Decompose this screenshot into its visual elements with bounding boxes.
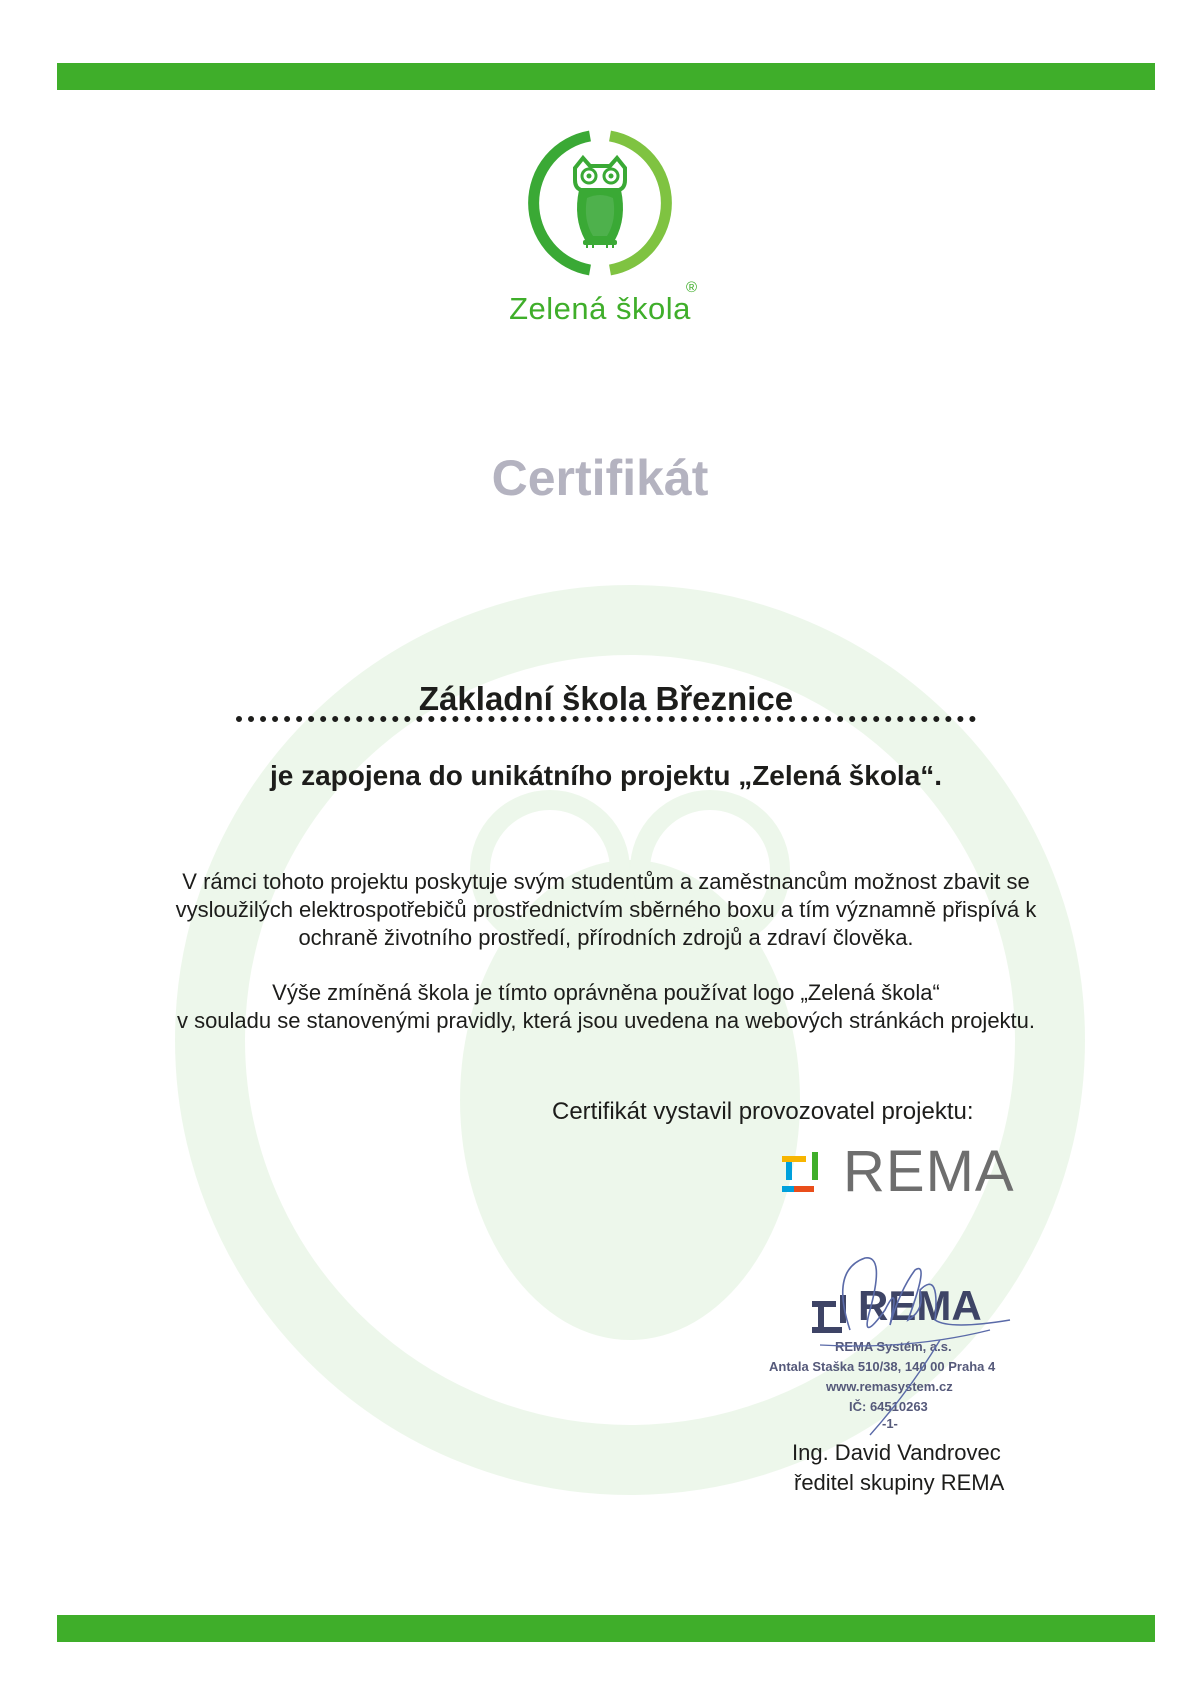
- school-name: Základní škola Březnice: [418, 680, 794, 717]
- paragraph-line: v souladu se stanovenými pravidly, která jsou uvedena na webových stránkách projektu.: [176, 1008, 1036, 1033]
- paragraph-line: V rámci tohoto projektu poskytuje svým studentům a zaměstnancům možnost zbavit se: [182, 869, 1030, 894]
- handwritten-signature: [790, 1250, 1030, 1440]
- signer-name: Ing. David Vandrovec: [792, 1440, 1001, 1465]
- registered-mark: ®: [686, 279, 698, 296]
- paragraph-line: ochraně životního prostředí, přírodních zdrojů a zdraví člověka.: [298, 925, 914, 950]
- zelena-skola-owl-logo-icon: [515, 128, 685, 278]
- paragraph-logo-usage: [130, 979, 1082, 1035]
- paragraph-line: Výše zmíněná škola je tímto oprávněna používat logo „Zelená škola“: [272, 980, 940, 1005]
- issuer-label: Certifikát vystavil provozovatel projektu:: [552, 1098, 974, 1125]
- bottom-green-bar: [57, 1615, 1155, 1642]
- rema-logo-mark-icon: [780, 1150, 828, 1198]
- certificate-subtitle: je zapojena do unikátního projektu „Zelená škola“.: [269, 760, 943, 791]
- paragraph-project-description: [130, 868, 1082, 952]
- stamp-company: REMA Systém, a.s.: [835, 1339, 952, 1354]
- stamp-address: Antala Staška 510/38, 140 00 Praha 4: [769, 1359, 996, 1374]
- top-green-bar: [57, 63, 1155, 90]
- rema-logo-text: REMA: [843, 1139, 1015, 1204]
- logo-text: Zelená škola: [509, 291, 691, 326]
- signer-role: ředitel skupiny REMA: [794, 1470, 1005, 1495]
- stamp-number: -1-: [882, 1416, 898, 1431]
- paragraph-line: vysloužilých elektrospotřebičů prostřednictvím sběrného boxu a tím významně přispívá k: [175, 897, 1037, 922]
- stamp-brand: REMA: [858, 1282, 982, 1329]
- certificate-title: Certifikát: [491, 450, 709, 506]
- dotted-underline: [236, 716, 976, 722]
- stamp-web: www.remasystem.cz: [826, 1379, 953, 1394]
- stamp-ic: IČ: 64510263: [849, 1399, 928, 1414]
